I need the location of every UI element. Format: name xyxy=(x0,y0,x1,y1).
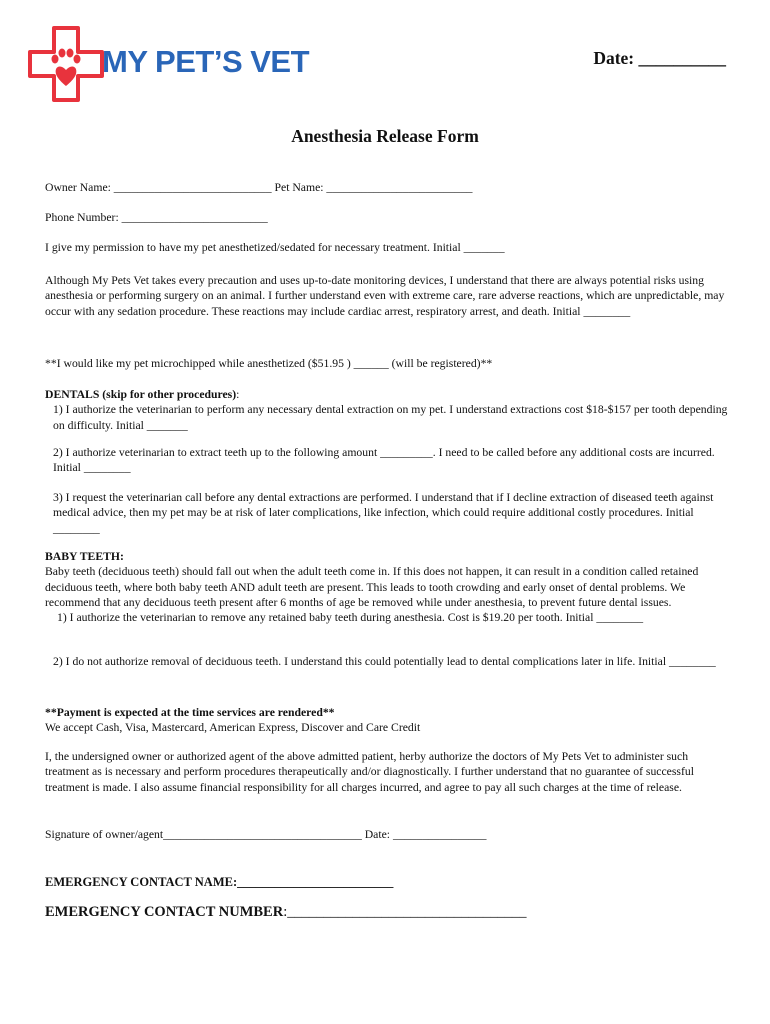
payment-section xyxy=(45,705,729,736)
permission-line[interactable]: I give my permission to have my pet anesthetized/sedated for necessary treatment. Initial _______ xyxy=(45,241,505,254)
dentals-item-3[interactable]: 3) I request the veterinarian call before any dental extractions are performed. I understand that if I decline extraction of diseased teeth against medical advice, then my pet may be at risk of later complications, like infection, which could require additional costly procedures. Initial ________ xyxy=(53,491,714,535)
baby-teeth-item-1[interactable]: 1) I authorize the veterinarian to remove any retained baby teeth during anesthesia. Cost is $19.20 per tooth. Initial ________ xyxy=(57,611,644,625)
owner-pet-name-line[interactable]: Owner Name: ___________________________ Pet Name: _________________________ xyxy=(45,181,473,194)
payment-heading: **Payment is expected at the time services are rendered** xyxy=(45,706,335,719)
red-cross-paw-icon xyxy=(28,26,104,102)
risk-paragraph[interactable]: Although My Pets Vet takes every precaution and uses up-to-date monitoring devices, I understand that there are always potential risks using anesthesia or performing surgery on an animal. I further understand even with extreme care, rare adverse reactions, which are unpredictable, may occur with any sedation procedure. These reactions may include cardiac arrest, respiratory arrest, and death. Initial ________ xyxy=(45,274,725,318)
payment-methods: We accept Cash, Visa, Mastercard, American Express, Discover and Care Credit xyxy=(45,721,421,735)
signature-line[interactable]: Signature of owner/agent__________________________________ Date: ________________ xyxy=(45,828,487,841)
phone-number-line[interactable]: Phone Number: _________________________ xyxy=(45,211,268,224)
emergency-contact-number-label: EMERGENCY CONTACT NUMBER xyxy=(45,904,284,920)
authorization-paragraph: I, the undersigned owner or authorized agent of the above admitted patient, herby authorize the doctors of My Pets Vet to administer such treatment as is necessary and perform procedures therapeutically and/or diagnostically. I further understand that no guarantee of successful treatment is made. I also assume financial responsibility for all charges incurred, and agree to pay all such charges at the time of release. xyxy=(45,750,694,794)
date-field[interactable]: Date: __________ xyxy=(593,48,726,68)
page-title: Anesthesia Release Form xyxy=(291,126,479,146)
dentals-item-1[interactable]: 1) I authorize the veterinarian to perform any necessary dental extraction on my pet. I understand extractions cost $18-$157 per tooth depending on difficulty. Initial _______ xyxy=(53,403,728,432)
dentals-heading-colon: : xyxy=(236,388,240,401)
dentals-heading: DENTALS (skip for other procedures) xyxy=(45,388,237,401)
baby-teeth-item-2[interactable]: 2) I do not authorize removal of deciduous teeth. I understand this could potentially lead to dental complications later in life. Initial ________ xyxy=(53,655,716,668)
baby-teeth-body: Baby teeth (deciduous teeth) should fall out when the adult teeth come in. If this does not happen, it can result in a condition called retained deciduous teeth, where both baby teeth AND adult teeth are present. This leads to tooth crowding and early onset of dental problems. We recommend that any deciduous teeth present after 6 months of age be removed while under anesthesia, to prevent future dental issues. xyxy=(45,565,699,609)
dentals-item-2[interactable]: 2) I authorize veterinarian to extract teeth up to the following amount _________. I need to be called before any additional costs are incurred. Initial ________ xyxy=(53,446,715,475)
emergency-contact-name[interactable]: EMERGENCY CONTACT NAME:_________________________ xyxy=(45,875,394,889)
emergency-contact-number-blank[interactable]: :_________________________________ xyxy=(283,904,527,920)
logo xyxy=(28,26,310,102)
logo-text: MY PET’S VET xyxy=(102,44,310,79)
baby-teeth-heading: BABY TEETH: xyxy=(45,550,124,563)
baby-teeth-section xyxy=(45,549,729,625)
dentals-section xyxy=(45,387,729,433)
microchip-line[interactable]: **I would like my pet microchipped while anesthetized ($51.95 ) ______ (will be registered)** xyxy=(45,357,493,370)
emergency-contact-number[interactable] xyxy=(45,904,526,921)
